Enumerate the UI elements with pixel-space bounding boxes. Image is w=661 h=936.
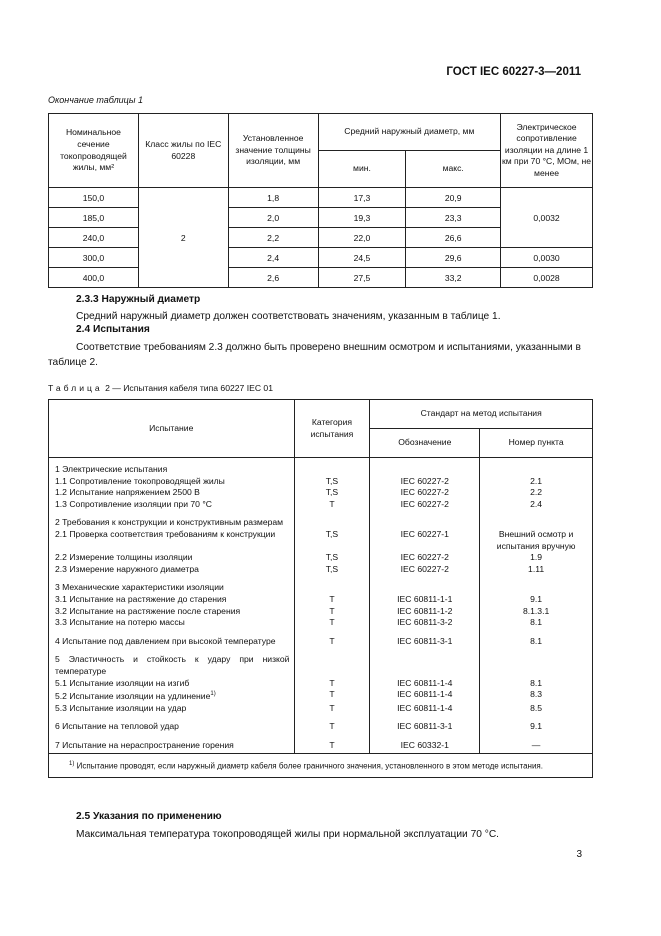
t2-test-standard: IEC 60332-1 (370, 740, 480, 754)
section-2-5-title: 2.5 Указания по применению (76, 811, 222, 822)
t2-test-clause: 2.2 (480, 487, 593, 499)
t2-test-category: Т,S (294, 476, 370, 488)
table-row (49, 689, 593, 702)
t2-test-name: 5.1 Испытание изоляции на изгиб (49, 678, 295, 690)
t2-test-category: Т,S (294, 529, 370, 552)
t2-test-category: Т (294, 617, 370, 629)
t2-test-category: Т (294, 740, 370, 754)
table2-caption-word: Таблица (48, 383, 103, 393)
t1-cell-dmax: 20,9 (406, 188, 501, 208)
t2-test-standard: IEC 60227-2 (370, 476, 480, 488)
t2-test-name: 3.3 Испытание на потерю массы (49, 617, 295, 629)
t1-cell-resistance: 0,0030 (501, 248, 593, 268)
table-row (49, 499, 593, 511)
table-row (49, 268, 593, 288)
t2-test-name: 1.3 Сопротивление изоляции при 70 °С (49, 499, 295, 511)
table-row (49, 552, 593, 564)
table-row (49, 564, 593, 576)
table-row (49, 606, 593, 618)
t1-header-dmax: макс. (406, 151, 501, 188)
t2-test-category: Т (294, 678, 370, 690)
t2-test-standard: IEC 60811-1-1 (370, 594, 480, 606)
t1-cell-dmax: 26,6 (406, 228, 501, 248)
t1-cell-dmax: 33,2 (406, 268, 501, 288)
table-row (49, 248, 593, 268)
t2-test-standard: IEC 60811-1-2 (370, 606, 480, 618)
t2-test-category: Т (294, 636, 370, 648)
t2-test-name: 5.3 Испытание изоляции на удар (49, 703, 295, 715)
footnote-mark: 1) (69, 761, 75, 768)
t2-test-clause: 2.1 (480, 476, 593, 488)
t1-cell-section: 185,0 (49, 208, 139, 228)
table-row (49, 721, 593, 733)
t2-header-designation: Обозначение (370, 429, 480, 458)
t2-test-category: Т,S (294, 552, 370, 564)
t2-header-test: Испытание (49, 400, 295, 458)
t2-test-category: Т (294, 499, 370, 511)
t2-group-title: 6 Испытание на тепловой удар (49, 721, 295, 733)
t2-test-standard: IEC 60227-2 (370, 552, 480, 564)
t2-test-category: Т (294, 703, 370, 715)
table-row (49, 476, 593, 488)
table-row (49, 517, 593, 529)
table-row (49, 594, 593, 606)
t2-test-clause: 1.9 (480, 552, 593, 564)
t2-test-clause: 9.1 (480, 594, 593, 606)
table-1 (48, 113, 593, 288)
t1-cell-section: 300,0 (49, 248, 139, 268)
t2-header-clause: Номер пункта (480, 429, 593, 458)
t1-cell-dmax: 29,6 (406, 248, 501, 268)
t2-test-standard: IEC 60227-1 (370, 529, 480, 552)
table-2 (48, 399, 593, 778)
t1-cell-thickness: 2,2 (228, 228, 318, 248)
t2-test-standard: IEC 60811-1-4 (370, 678, 480, 690)
table1-caption: Окончание таблицы 1 (48, 95, 143, 105)
t2-test-standard: IEC 60811-1-4 (370, 689, 480, 702)
t1-header-class: Класс жилы по IEC 60228 (138, 114, 228, 188)
footnote-ref: 1) (210, 691, 216, 698)
t2-group-title: 7 Испытание на нераспространение горения (49, 740, 295, 754)
t1-cell-thickness: 1,8 (228, 188, 318, 208)
t2-test-category: Т (294, 606, 370, 618)
t2-test-clause: 8.1 (480, 617, 593, 629)
page-number: 3 (576, 849, 582, 860)
table-row (49, 487, 593, 499)
t2-test-category: Т,S (294, 564, 370, 576)
t2-test-name: 5.2 Испытание изоляции на удлинение$^{1)}$ (49, 689, 295, 702)
section-2-5-text: Максимальная температура токопроводящей жилы при нормальной эксплуатации 70 °С. (76, 829, 500, 840)
table-row (49, 636, 593, 648)
t2-test-standard: IEC 60811-3-1 (370, 721, 480, 733)
t1-header-dmin: мин. (318, 151, 406, 188)
t2-test-category: Т (294, 721, 370, 733)
t1-cell-thickness: 2,0 (228, 208, 318, 228)
footnote-text: Испытание проводят, если наружный диаметр кабеля более граничного значения, установленного в этом методе испытания. (76, 761, 543, 771)
t1-header-resistance: Электрическое сопротивление изоляции на длине 1 км при 70 °С, МОм, не менее (501, 114, 593, 188)
section-2-3-3-text: Средний наружный диаметр должен соответствовать значениям, указанным в таблице 1. (76, 311, 501, 322)
table-row (49, 617, 593, 629)
t2-test-standard: IEC 60811-1-4 (370, 703, 480, 715)
section-2-4-text: Соответствие требованиям 2.3 должно быть проверено внешним осмотром и испытаниями, указанными в таблице 2. (48, 342, 581, 368)
t2-header-standard: Стандарт на метод испытания (370, 400, 593, 429)
t2-test-category: Т (294, 689, 370, 702)
t2-test-name: 2.3 Измерение наружного диаметра (49, 564, 295, 576)
t1-cell-thickness: 2,6 (228, 268, 318, 288)
t2-test-clause: 8.3 (480, 689, 593, 702)
table2-caption (48, 383, 273, 393)
t2-test-clause: 8.5 (480, 703, 593, 715)
t1-cell-dmin: 22,0 (318, 228, 406, 248)
section-2-4-title: 2.4 Испытания (76, 324, 150, 335)
t2-test-clause: 8.1 (480, 636, 593, 648)
table2-caption-title: 2 — Испытания кабеля типа 60227 IEC 01 (105, 383, 273, 393)
section-2-3-3-title: 2.3.3 Наружный диаметр (76, 294, 201, 305)
t2-test-name: 2.1 Проверка соответствия требованиям к конструкции (49, 529, 295, 552)
t2-test-clause: — (480, 740, 593, 754)
t2-test-name: 1.2 Испытание напряжением 2500 В (49, 487, 295, 499)
t2-test-standard: IEC 60227-2 (370, 564, 480, 576)
t2-test-clause: 2.4 (480, 499, 593, 511)
document-header: ГОСТ IEC 60227-3—2011 (446, 66, 581, 78)
t2-footnote (49, 754, 593, 778)
t1-cell-resistance: 0,0028 (501, 268, 593, 288)
t1-header-section: Номинальное сечение токопроводящей жилы, мм² (49, 114, 139, 188)
t2-test-clause: 9.1 (480, 721, 593, 733)
table-row (49, 654, 593, 677)
t2-test-name: 3.2 Испытание на растяжение после старения (49, 606, 295, 618)
table-row (49, 188, 593, 208)
t1-header-thickness: Установленное значение толщины изоляции, мм (228, 114, 318, 188)
t1-header-diameter: Средний наружный диаметр, мм (318, 114, 500, 151)
t1-cell-resistance: 0,0032 (501, 188, 593, 248)
t2-test-category: Т (294, 594, 370, 606)
t2-test-name: 2.2 Измерение толщины изоляции (49, 552, 295, 564)
t2-test-standard: IEC 60811-3-1 (370, 636, 480, 648)
table-row (49, 464, 593, 476)
t1-cell-section: 150,0 (49, 188, 139, 208)
t2-header-category: Категория испытания (294, 400, 370, 458)
table-row (49, 740, 593, 754)
t2-group-title: 2 Требования к конструкции и конструктивным размерам (49, 517, 295, 529)
t2-test-standard: IEC 60227-2 (370, 499, 480, 511)
t1-cell-dmin: 27,5 (318, 268, 406, 288)
t2-group-title: 5 Эластичность и стойкость к удару при низкой температуре (49, 654, 295, 677)
t2-test-name: 3.1 Испытание на растяжение до старения (49, 594, 295, 606)
t2-test-standard: IEC 60227-2 (370, 487, 480, 499)
t2-test-clause: Внешний осмотр и испытания вручную (480, 529, 593, 552)
t2-test-standard: IEC 60811-3-2 (370, 617, 480, 629)
t2-test-category: Т,S (294, 487, 370, 499)
t2-group-title: 4 Испытание под давлением при высокой температуре (49, 636, 295, 648)
t2-test-clause: 1.11 (480, 564, 593, 576)
t1-cell-dmax: 23,3 (406, 208, 501, 228)
t2-test-clause: 8.1.3.1 (480, 606, 593, 618)
t1-cell-thickness: 2,4 (228, 248, 318, 268)
t1-cell-dmin: 17,3 (318, 188, 406, 208)
t2-test-clause: 8.1 (480, 678, 593, 690)
table-row (49, 529, 593, 552)
t2-group-title: 1 Электрические испытания (49, 464, 295, 476)
t1-cell-section: 240,0 (49, 228, 139, 248)
table-row (49, 582, 593, 594)
t2-test-name: 1.1 Сопротивление токопроводящей жилы (49, 476, 295, 488)
t1-cell-dmin: 19,3 (318, 208, 406, 228)
table-row (49, 703, 593, 715)
t1-cell-section: 400,0 (49, 268, 139, 288)
table-row (49, 678, 593, 690)
t1-cell-dmin: 24,5 (318, 248, 406, 268)
t1-cell-class: 2 (138, 188, 228, 288)
t2-group-title: 3 Механические характеристики изоляции (49, 582, 295, 594)
